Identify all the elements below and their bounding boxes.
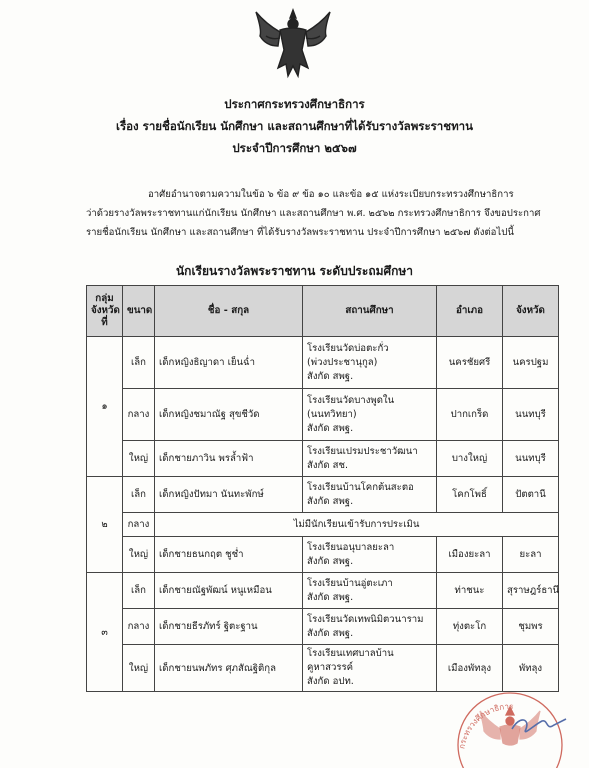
table-row [87,337,559,389]
group-number: ๓ [87,573,123,692]
table-header-row [87,286,559,337]
ministry-seal-stamp-icon [450,685,570,768]
size-cell: เล็ก [123,477,155,513]
table-row [87,389,559,441]
table-row [87,477,559,513]
size-cell: เล็ก [123,573,155,609]
student-name: เด็กหญิงชมาณัฐ สุขชีวัด [155,389,303,441]
body-line-2: ว่าด้วยรางวัลพระราชทานแก่นักเรียน นักศึกษา และสถานศึกษา พ.ศ. ๒๕๖๒ กระทรวงศึกษาธิการ จึงขอประกาศ [86,208,541,219]
announcement-title: ประกาศกระทรวงศึกษาธิการ [224,97,365,111]
header-group: กลุ่ม จังหวัด ที่ [87,286,123,337]
size-cell: ใหญ่ [123,537,155,573]
header-province: จังหวัด [503,286,559,337]
academic-year-line: ประจำปีการศึกษา ๒๕๖๗ [232,141,357,155]
size-cell: กลาง [123,609,155,645]
group-number: ๒ [87,477,123,573]
header-school: สถานศึกษา [303,286,437,337]
header-name: ชื่อ - สกุล [155,286,303,337]
school-cell: โรงเรียนบ้านอู่ตะเภา สังกัด สพฐ. [303,573,437,609]
awards-table [86,285,559,692]
province-cell: นนทบุรี [503,441,559,477]
province-cell: ปัตตานี [503,477,559,513]
no-candidate-note: ไม่มีนักเรียนเข้ารับการประเมิน [155,513,559,537]
body-line-1: อาศัยอำนาจตามความในข้อ ๖ ข้อ ๙ ข้อ ๑๐ และข้อ ๑๕ แห่งระเบียบกระทรวงศึกษาธิการ [148,189,514,200]
school-cell: โรงเรียนวัดบ่อตะกั่ว (พ่วงประชานุกูล) สังกัด สพฐ. [303,337,437,389]
school-cell: โรงเรียนเทศบาลบ้านคูหาสวรรค์ สังกัด อปท. [303,645,437,692]
student-name: เด็กชายภาวิน พรล้ำฟ้า [155,441,303,477]
seal-text: กระทรวงศึกษาธิการ [457,701,514,750]
size-cell: ใหญ่ [123,645,155,692]
student-name: เด็กชายธีรภัทร์ ฐิตะฐาน [155,609,303,645]
garuda-emblem-icon [252,6,334,82]
district-cell: บางใหญ่ [437,441,503,477]
table-row [87,441,559,477]
school-cell: โรงเรียนอนุบาลยะลา สังกัด สพฐ. [303,537,437,573]
table-row [87,573,559,609]
header-size: ขนาด [123,286,155,337]
student-name: เด็กหญิงธิญาดา เย็นฉ่ำ [155,337,303,389]
district-cell: เมืองยะลา [437,537,503,573]
size-cell: เล็ก [123,337,155,389]
school-cell: โรงเรียนเปรมประชาวัฒนา สังกัด สช. [303,441,437,477]
district-cell: ทุ่งตะโก [437,609,503,645]
school-cell: โรงเรียนบ้านโคกต้นสะตอ สังกัด สพฐ. [303,477,437,513]
student-name: เด็กชายณัฐพัฒน์ หนูเหมือน [155,573,303,609]
announcement-subject: เรื่อง รายชื่อนักเรียน นักศึกษา และสถานศึกษาที่ได้รับรางวัลพระราชทาน [116,119,473,133]
province-cell: นครปฐม [503,337,559,389]
district-cell: นครชัยศรี [437,337,503,389]
body-line-3: รายชื่อนักเรียน นักศึกษา และสถานศึกษา ที่ได้รับรางวัลพระราชทาน ประจำปีการศึกษา ๒๕๖๗ ดังต่อไปนี้ [86,227,514,238]
district-cell: ท่าชนะ [437,573,503,609]
province-cell: สุราษฎร์ธานี [503,573,559,609]
size-cell: กลาง [123,389,155,441]
province-cell: พัทลุง [503,645,559,692]
table-row [87,609,559,645]
district-cell: เมืองพัทลุง [437,645,503,692]
province-cell: ชุมพร [503,609,559,645]
district-cell: ปากเกร็ด [437,389,503,441]
student-name: เด็กชายนพภัทร ศุภสัณฐิติกุล [155,645,303,692]
group-number: ๑ [87,337,123,477]
province-cell: ยะลา [503,537,559,573]
province-cell: นนทบุรี [503,389,559,441]
size-cell: กลาง [123,513,155,537]
student-name: เด็กหญิงปัทมา นันทะพักษ์ [155,477,303,513]
school-cell: โรงเรียนวัดเทพนิมิตวนาราม สังกัด สพฐ. [303,609,437,645]
section-title: นักเรียนรางวัลพระราชทาน ระดับประถมศึกษา [175,264,414,278]
district-cell: โคกโพธิ์ [437,477,503,513]
school-cell: โรงเรียนวัดบางพูดใน (นนทวิทยา) สังกัด สพฐ. [303,389,437,441]
table-row [87,513,559,537]
header-district: อำเภอ [437,286,503,337]
student-name: เด็กชายธนกฤต ชูช่ำ [155,537,303,573]
size-cell: ใหญ่ [123,441,155,477]
table-row [87,537,559,573]
